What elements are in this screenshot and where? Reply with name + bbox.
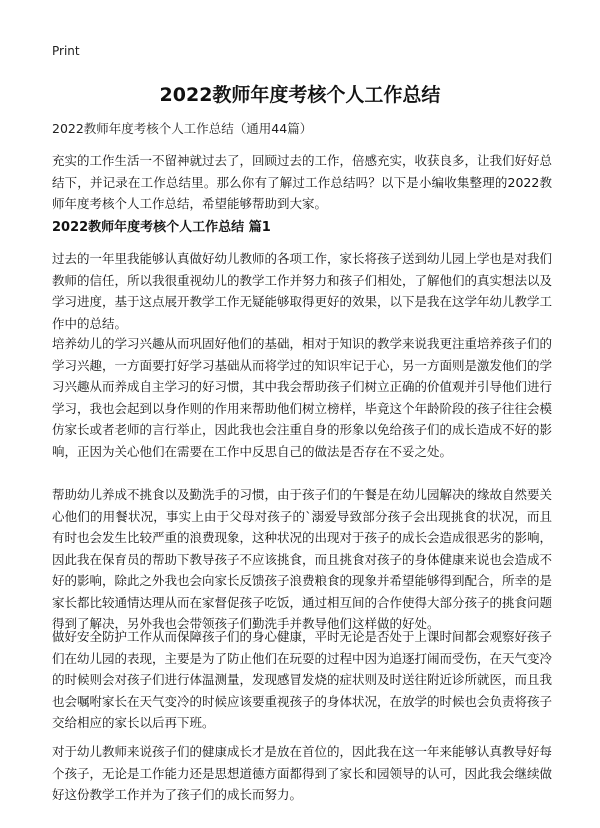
body-paragraph-2: 培养幼儿的学习兴趣从而巩固好他们的基础，相对于知识的教学来说我更注重培养孩子们的学习兴趣，一方面要打好学习基础从而将学过的知识牢记于心，另一方面则是激发他们的学习兴趣从而养成自主学习的好习惯，其中我会帮助孩子们树立正确的价值观并引导他们进行学习，我也会起到以身作则的作用来帮助他们树立榜样，毕竟这个年龄阶段的孩子往往会模仿家长或者老师的言行举止，因此我也会注重自身的形象以免给孩子们的成长造成不好的影响，正因为关心他们在需要在工作中反思自己的做法是否存在不妥之处。: [52, 336, 553, 459]
body-paragraph-5: 对于幼儿教师来说孩子们的健康成长才是放在首位的，因此我在这一年来能够认真教导好每个孩子，无论是工作能力还是思想道德方面都得到了家长和园领导的认可，因此我会继续做好这份教学工作并为了孩子们的成长而努力。: [52, 744, 553, 802]
intro-paragraph: 充实的工作生活一不留神就过去了，回顾过去的工作，倍感充实，收获良多，让我们好好总结下，并记录在工作总结里。那么你有了解过工作总结吗？以下是小编收集整理的2022教师年度考核个人工作总结，希望能够帮助到大家。: [52, 153, 553, 211]
document-subtitle: 2022教师年度考核个人工作总结（通用44篇）: [52, 121, 313, 136]
print-label[interactable]: Print: [52, 44, 80, 58]
body-paragraph-3: 帮助幼儿养成不挑食以及勤洗手的习惯，由于孩子们的午餐是在幼儿园解决的缘故自然要关心他们的用餐状况，事实上由于父母对孩子的`溺爱导致部分孩子会出现挑食的状况，而且有时也会发生比较严重的浪费现象，这种状况的出现对于孩子的成长会造成很恶劣的影响，因此我在保育员的帮助下教导孩子不应该挑食，而且挑食对孩子的身体健康来说也会造成不好的影响，除此之外我也会向家长反馈孩子浪费粮食的现象并希望能够得到配合，所幸的是家长都比较通情达理从而在家督促孩子吃饭，通过相互间的合作使得大部分孩子的挑食问题得到了解决，另外我也会带领孩子们勤洗手并教导他们这样做的好处。: [52, 487, 553, 631]
section-heading: 2022教师年度考核个人工作总结 篇1: [52, 220, 271, 235]
page-title: 2022教师年度考核个人工作总结: [159, 84, 441, 106]
body-paragraph-1: 过去的一年里我能够认真做好幼儿教师的各项工作，家长将孩子送到幼儿园上学也是对我们教师的信任，所以我很重视幼儿的教学工作并努力和孩子们相处，了解他们的真实想法以及学习进度，基于这点展开教学工作无疑能够取得更好的效果，以下是我在这学年幼儿教学工作中的总结。: [52, 251, 553, 331]
body-paragraph-4: 做好安全防护工作从而保障孩子们的身心健康，平时无论是否处于上课时间都会观察好孩子们在幼儿园的表现，主要是为了防止他们在玩耍的过程中因为追逐打闹而受伤，在天气变冷的时候则会对孩子们进行体温测量，发现感冒发烧的症状则及时送往附近诊所就医，而且我也会嘱咐家长在天气变冷的时候应该要重视孩子的身体状况，在放学的时候也会负责将孩子交给相应的家长以后再下班。: [52, 629, 553, 730]
